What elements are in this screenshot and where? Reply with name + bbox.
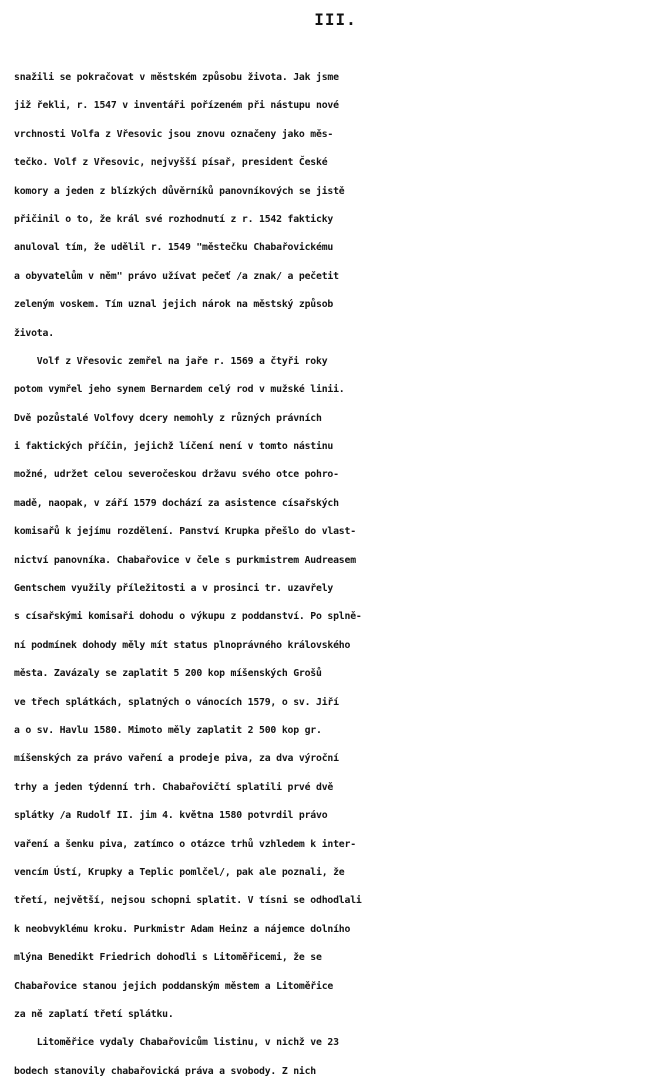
text-line: trhy a jeden týdenní trh. Chabařovičtí splatili prvé dvě bbox=[14, 781, 334, 793]
text-line: třetí, největší, nejsou schopni splatit. V tísni se odhodlali bbox=[14, 895, 362, 907]
text-line: tečko. Volf z Vřesovic, nejvyšší písař, president České bbox=[14, 157, 328, 169]
text-line: madě, naopak, v září 1579 dochází za asistence císařských bbox=[14, 497, 339, 509]
text-line: města. Zavázaly se zaplatit 5 200 kop míšenských Grošů bbox=[14, 668, 322, 680]
text-line: Dvě pozůstalé Volfovy dcery nemohly z různých právních bbox=[14, 412, 322, 424]
body-text bbox=[14, 64, 664, 1086]
text-line: možné, udržet celou severočeskou državu svého otce pohro- bbox=[14, 469, 339, 481]
text-line: mlýna Benedikt Friedrich dohodli s Litoměřicemi, že se bbox=[14, 952, 322, 964]
page-number: III. bbox=[314, 10, 357, 29]
text-line: ve třech splátkách, splatných o vánocích 1579, o sv. Jiří bbox=[14, 696, 339, 708]
text-line: a o sv. Havlu 1580. Mimoto měly zaplatit 2 500 kop gr. bbox=[14, 724, 322, 736]
text-line: Gentschem využily příležitosti a v prosinci tr. uzavřely bbox=[14, 583, 334, 595]
text-line: Chabařovice stanou jejich poddanským městem a Litoměřice bbox=[14, 980, 334, 992]
text-line: a obyvatelům v něm" právo užívat pečeť /a znak/ a pečetit bbox=[14, 270, 339, 282]
text-line: snažili se pokračovat v městském způsobu života. Jak jsme bbox=[14, 72, 339, 83]
text-line: nictví panovníka. Chabařovice v čele s purkmistrem Audreasem bbox=[14, 554, 356, 566]
text-line: s císařskými komisaři dohodu o výkupu z poddanství. Po splně- bbox=[14, 611, 362, 623]
text-line: vaření a šenku piva, zatímco o otázce trhů vzhledem k inter- bbox=[14, 838, 356, 850]
text-line: potom vymřel jeho synem Bernardem celý rod v mužské linii. bbox=[14, 384, 345, 396]
text-line: míšenských za právo vaření a prodeje piva, za dva výroční bbox=[14, 753, 339, 765]
text-line: zeleným voskem. Tím uznal jejich nárok na městský způsob bbox=[14, 299, 334, 311]
text-line: k neobvyklému kroku. Purkmistr Adam Heinz a nájemce dolního bbox=[14, 923, 351, 935]
text-line: anuloval tím, že udělil r. 1549 "městečku Chabařovickému bbox=[14, 242, 334, 254]
text-line: ní podmínek dohody měly mít status plnoprávného královského bbox=[14, 639, 351, 651]
text-line: komisařů k jejímu rozdělení. Panství Krupka přešlo do vlast- bbox=[14, 526, 356, 538]
text-line: i faktických příčin, jejichž líčení není v tomto nástinu bbox=[14, 441, 334, 453]
text-line: komory a jeden z blízkých důvěrníků panovníkových se jistě bbox=[14, 185, 345, 197]
text-line: přičinil o to, že král své rozhodnutí z r. 1542 fakticky bbox=[14, 213, 334, 225]
text-line: Litoměřice vydaly Chabařovicům listinu, v nichž ve 23 bbox=[14, 1037, 339, 1049]
text-line: Volf z Vřesovic zemřel na jaře r. 1569 a čtyři roky bbox=[14, 355, 328, 367]
text-line: bodech stanovily chabařovická práva a svobody. Z nich bbox=[14, 1065, 317, 1077]
text-line: splátky /a Rudolf II. jim 4. května 1580 potvrdil právo bbox=[14, 810, 328, 822]
text-line: již řekli, r. 1547 v inventáři pořízeném při nástupu nové bbox=[14, 100, 339, 112]
text-line: vencím Ústí, Krupky a Teplic pomlčel/, pak ale poznali, že bbox=[14, 866, 345, 878]
text-line: života. bbox=[14, 327, 54, 339]
text-line: vrchnosti Volfa z Vřesovic jsou znovu označeny jako měs- bbox=[14, 128, 334, 140]
text-line: za ně zaplatí třetí splátku. bbox=[14, 1008, 174, 1020]
